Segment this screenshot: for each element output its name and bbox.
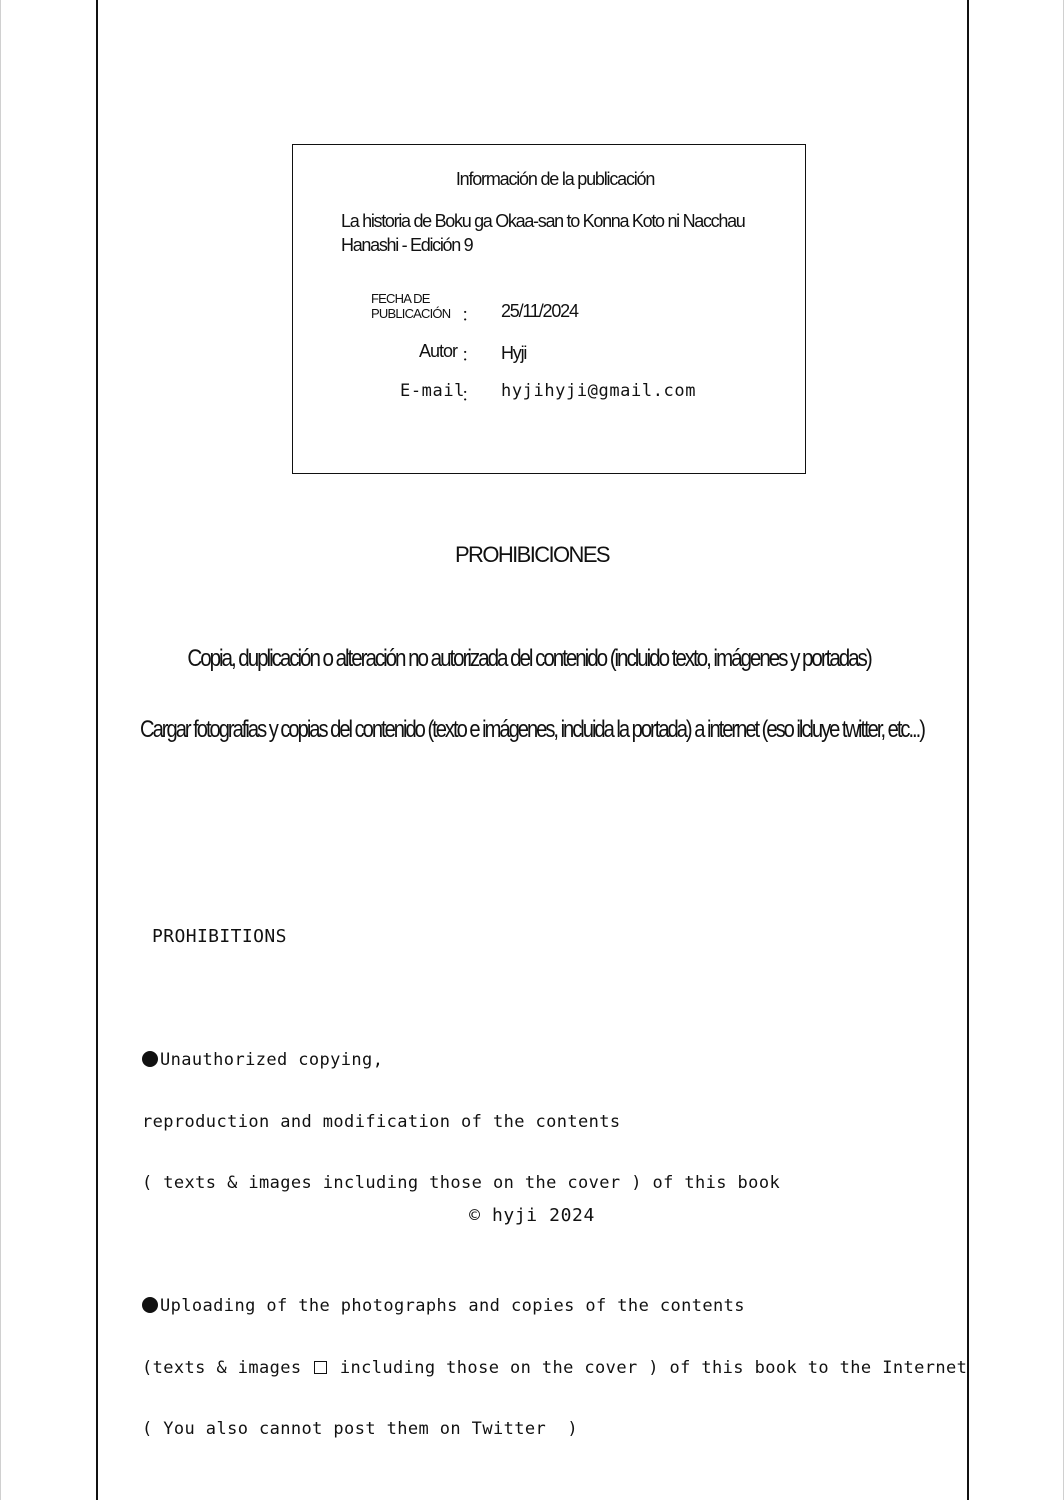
author-label: Autor: [419, 341, 458, 361]
email-label: E-mail: [400, 381, 466, 401]
publication-info-box: [292, 144, 806, 474]
email-value: hyjihyji@gmail.com: [501, 381, 697, 401]
prohibitions-en-item-2-line-2: [142, 1358, 967, 1379]
page-edge-left: [0, 0, 1, 1500]
prohibitions-en-title: PROHIBITIONS: [152, 926, 287, 947]
prohibitions-en-item-1-line-1: [142, 1050, 967, 1071]
prohibitions-en-item-2-line-1: [142, 1296, 967, 1317]
copyright-notice: © hyji 2024: [469, 1205, 595, 1226]
bullet-icon: [142, 1051, 158, 1067]
prohibitions-es-item-1: Copia, duplicación o alteración no autorizada del contenido (incluido texto, imágenes y portadas): [187, 645, 871, 672]
book-title: [341, 209, 781, 257]
email-colon: ：: [461, 385, 479, 405]
prohibitions-en-item-2-text: Uploading of the photographs and copies of the contents: [160, 1296, 745, 1316]
publication-date-label-line-2: PUBLICACIÓN: [371, 306, 451, 321]
publication-info-title: Información de la publicación: [455, 169, 655, 189]
prohibitions-en-item-1-line-3: ( texts & images including those on the cover ) of this book: [142, 1173, 781, 1193]
missing-glyph-box-icon: [314, 1361, 327, 1374]
book-title-line-1: La historia de Boku ga Okaa-san to Konna Koto ni Nacchau: [341, 211, 745, 231]
bullet-icon: [142, 1297, 158, 1313]
prohibitions-en-item-1-line-2: reproduction and modification of the contents: [142, 1111, 621, 1132]
page-border-right: [967, 0, 969, 1500]
prohibitions-es-item-2: Cargar fotografias y copias del contenido (texto e imágenes, incluida la portada) a internet (eso ilcluye twitter, etc...): [140, 716, 924, 743]
publication-date-label-line-1: FECHA DE: [371, 291, 430, 306]
author-value: Hyji: [501, 343, 527, 363]
publication-date-value: 25/11/2024: [501, 301, 578, 321]
prohibitions-en-item-1-text: Unauthorized copying,: [160, 1050, 384, 1070]
publication-date-label: [371, 291, 450, 321]
date-colon: ：: [461, 305, 479, 325]
prohibitions-es-title: PROHIBICIONES: [454, 542, 609, 567]
author-colon: ：: [461, 345, 479, 365]
prohibitions-en-item-2-line-3: ( You also cannot post them on Twitter ): [142, 1419, 579, 1439]
prohibitions-en-item-2-line-2b: including those on the cover ) of this book to the Internet: [339, 1357, 968, 1378]
book-title-line-2: Hanashi - Edición 9: [341, 235, 473, 255]
page-border-left: [96, 0, 98, 1500]
prohibitions-en-item-2-line-2a: (texts & images: [142, 1357, 302, 1378]
prohibitions-en-block: [142, 886, 967, 1460]
